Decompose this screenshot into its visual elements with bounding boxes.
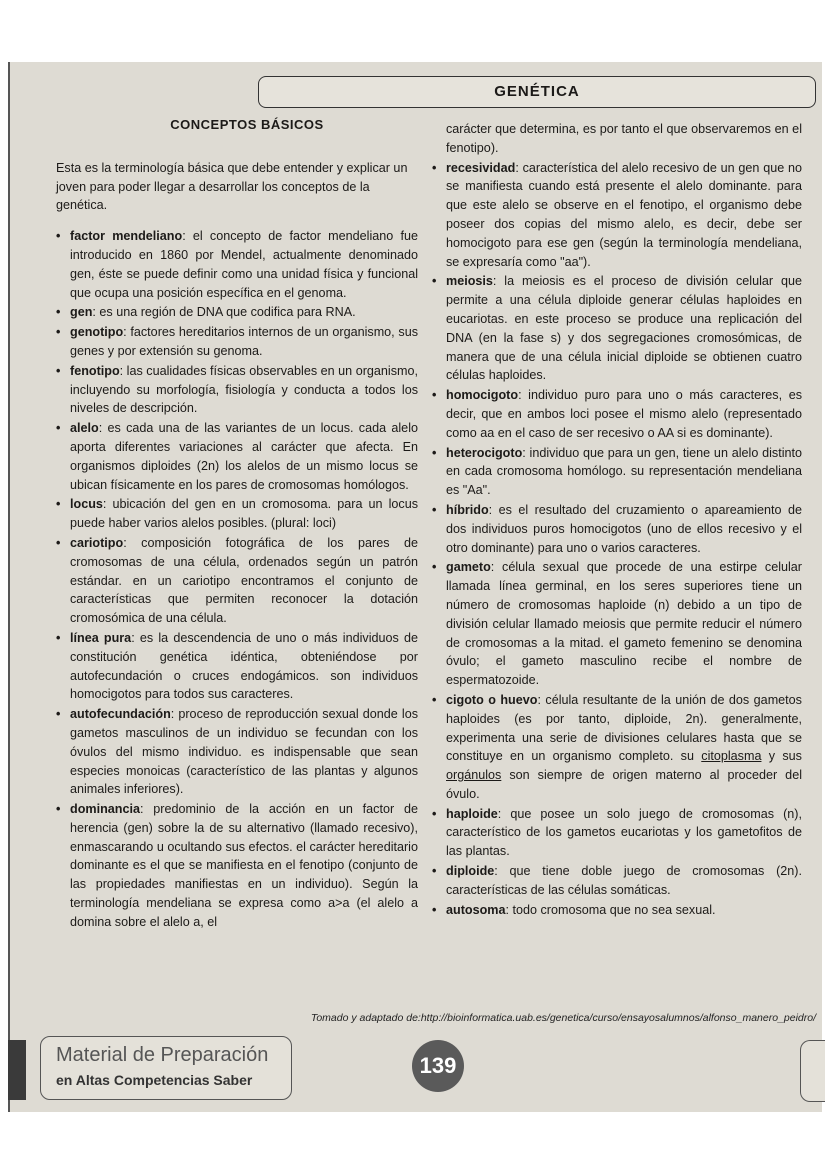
concept-definition: : célula resultante de la unión de dos gametos haploides (es por tanto, diploide, 2n). generalmente, experimenta una serie de divisiones celulares hasta que se constituye en un organismo completo. su xyxy=(446,692,802,764)
concept-item xyxy=(432,501,802,557)
concept-item xyxy=(56,705,418,799)
concept-term: cigoto o huevo xyxy=(446,692,538,707)
concept-term: híbrido xyxy=(446,502,489,517)
concept-term: meiosis xyxy=(446,274,493,289)
concept-list-left xyxy=(56,227,418,931)
concept-item xyxy=(56,323,418,361)
page-title: GENÉTICA xyxy=(258,76,816,108)
concept-term: haploide xyxy=(446,806,498,821)
concept-item xyxy=(432,691,802,804)
intro-paragraph: Esta es la terminología básica que debe entender y explicar un joven para poder llegar a desarrollar los conceptos de la genética. xyxy=(56,160,408,213)
left-edge-tab xyxy=(8,1040,26,1100)
concept-term: gen xyxy=(70,305,93,320)
concept-definition: : predominio de la acción en un factor de herencia (gen) sobre la de su alternativo (llamado recesivo), enmascarando u ocultando sus efectos. el carácter hereditario dominante es el que se manifiesta en el fenotipo (conjunto de las propiedades manifiestas en un individuo). Según la terminología mendeliana se expresa como a>a (el alelo a domina sobre el alelo a, el xyxy=(70,802,418,929)
concept-term: cariotipo xyxy=(70,535,124,550)
concept-definition: : todo cromosoma que no sea sexual. xyxy=(505,902,716,917)
concept-term: genotipo xyxy=(70,325,124,340)
concept-term: alelo xyxy=(70,421,99,436)
concept-definition: : célula sexual que procede de una estirpe celular llamada línea germinal, en los seres superiores tiene un número de cromosomas haploide (n) debido a un tipo de división celular llamado meiosis que permite reducir el número de cromosomas a la mitad. el gameto femenino se denomina óvulo; el gameto masculino recibe el nombre de espermatozoide. xyxy=(446,560,802,688)
concept-term: diploide xyxy=(446,864,495,879)
concept-definition: : que tiene doble juego de cromosomas (2n). características de las células somáticas. xyxy=(446,864,802,897)
concept-definition: : individuo que para un gen, tiene un alelo distinto en cada cromosoma homólogo. su representación mendeliana es "Aa". xyxy=(446,445,802,498)
page-number: 139 xyxy=(412,1040,464,1092)
underlined-word: citoplasma xyxy=(701,749,762,764)
concept-item xyxy=(432,862,802,900)
concept-definition: : las cualidades físicas observables en un organismo, incluyendo su morfología, fisiología y conducta a todos los niveles de descripción. xyxy=(70,363,418,416)
concept-item xyxy=(432,272,802,385)
concept-term: heterocigoto xyxy=(446,445,523,460)
concept-item xyxy=(432,386,802,442)
concept-definition: : ubicación del gen en un cromosoma. para un locus puede haber varios alelos posibles. (plural: loci) xyxy=(70,497,418,531)
concept-definition: : el concepto de factor mendeliano fue introducido en 1860 por Mendel, actualmente denominado gen, éste se puede definir como una unidad física y funcional que ocupa una posición específica en el genoma. xyxy=(70,229,418,300)
concept-definition: : es la descendencia de uno o más individuos de constitución genética idéntica, obteniéndose por autofecundación o cruces endogámicos. son individuos homocigotos para todos sus caracteres. xyxy=(70,630,418,702)
footer-subtitle: en Altas Competencias Saber xyxy=(56,1072,253,1088)
concept-definition: : la meiosis es el proceso de división celular que permite a una célula diploide generar células haploides en eucariotas. en este proceso se produce una replicación del DNA (en la fase s) y dos segregaciones cromosómicas, de manera que de una célula inicial diploide se obtienen cuatro células haploides. xyxy=(446,274,802,383)
concept-item xyxy=(432,444,802,500)
concept-definition-tail: son siempre de origen materno al proceder del óvulo. xyxy=(446,768,802,801)
continued-text: carácter que determina, es por tanto el que observaremos en el fenotipo). xyxy=(446,122,802,155)
concept-item xyxy=(432,159,802,272)
concept-list-right xyxy=(432,120,802,919)
source-credit: Tomado y adaptado de:http://bioinformatica.uab.es/genetica/curso/ensayosalumnos/alfonso_manero_peidro/ xyxy=(310,1012,816,1024)
concept-item xyxy=(56,800,418,932)
concept-term: gameto xyxy=(446,560,491,575)
concept-definition: : es una región de DNA que codifica para RNA. xyxy=(92,305,356,320)
concept-definition: : es el resultado del cruzamiento o apareamiento de dos individuos puros homocigotos (uno de ellos recesivo y el otro dominante) para uno o varios caracteres. xyxy=(446,502,802,555)
concept-term: homocigoto xyxy=(446,388,519,403)
concept-item xyxy=(56,629,418,704)
concept-term: fenotipo xyxy=(70,363,120,378)
concept-item xyxy=(56,362,418,418)
underlined-word: orgánulos xyxy=(446,768,502,783)
concept-item xyxy=(56,534,418,628)
concept-term: recesividad xyxy=(446,160,516,175)
concept-definition: : individuo puro para uno o más caracteres, es decir, que en ambos loci posee el mismo alelo (representado como aa en el caso de ser recesivo o AA si es dominante). xyxy=(446,388,802,440)
right-column xyxy=(432,120,802,920)
concept-definition: : característica del alelo recesivo de un gen que no se manifiesta cuando está presente el alelo dominante. para que este alelo se observe en el fenotipo, el organismo debe poseer dos copias del mismo alelo, es decir, debe ser homocigoto para ese gen (según la terminología mendeliana, se expresaría como "aa"). xyxy=(446,160,802,269)
concept-item xyxy=(432,558,802,690)
left-column xyxy=(56,116,418,933)
concept-item xyxy=(432,901,802,920)
concept-item xyxy=(56,303,418,322)
concept-definition: : composición fotográfica de los pares de cromosomas de una célula, ordenados según un patrón estándar. en un cariotipo encontramos el conjunto de características que permiten reconocer la dotación cromosómica de una célula. xyxy=(70,535,418,626)
concept-term: autofecundación xyxy=(70,707,171,722)
concept-definition: : proceso de reproducción sexual donde los gametos masculinos de un individuo se fecundan con los óvulos del mismo individuo. es indispensable que sean especies monoicas (característico de las plantas y algunos animales inferiores). xyxy=(70,707,418,797)
concept-definition: : es cada una de las variantes de un locus. cada alelo aporta diferentes variaciones al carácter que afecta. En organismos diploides (2n) los alelos de un mismo locus se ubican físicamente en los pares de cromosomas homólogos. xyxy=(70,421,418,492)
concept-term: factor mendeliano xyxy=(70,229,183,244)
concept-term: línea pura xyxy=(70,630,132,645)
concept-item xyxy=(432,805,802,861)
section-subtitle: CONCEPTOS BÁSICOS xyxy=(170,117,324,132)
concept-term: dominancia xyxy=(70,802,140,817)
right-edge-tab xyxy=(800,1040,825,1102)
concept-term: autosoma xyxy=(446,902,506,917)
footer-brand: Material de Preparación xyxy=(56,1044,269,1066)
concept-item xyxy=(56,227,418,302)
concept-definition-mid: y sus xyxy=(761,749,802,764)
concept-item xyxy=(56,495,418,533)
concept-definition: : factores hereditarios internos de un organismo, sus genes y por extensión su genoma. xyxy=(70,325,418,358)
concept-term: locus xyxy=(70,497,103,512)
concept-definition: : que posee un solo juego de cromosomas (n), característico de los gametos eucariotas y los gametofitos de las plantas. xyxy=(446,806,802,859)
concept-item xyxy=(56,419,418,494)
